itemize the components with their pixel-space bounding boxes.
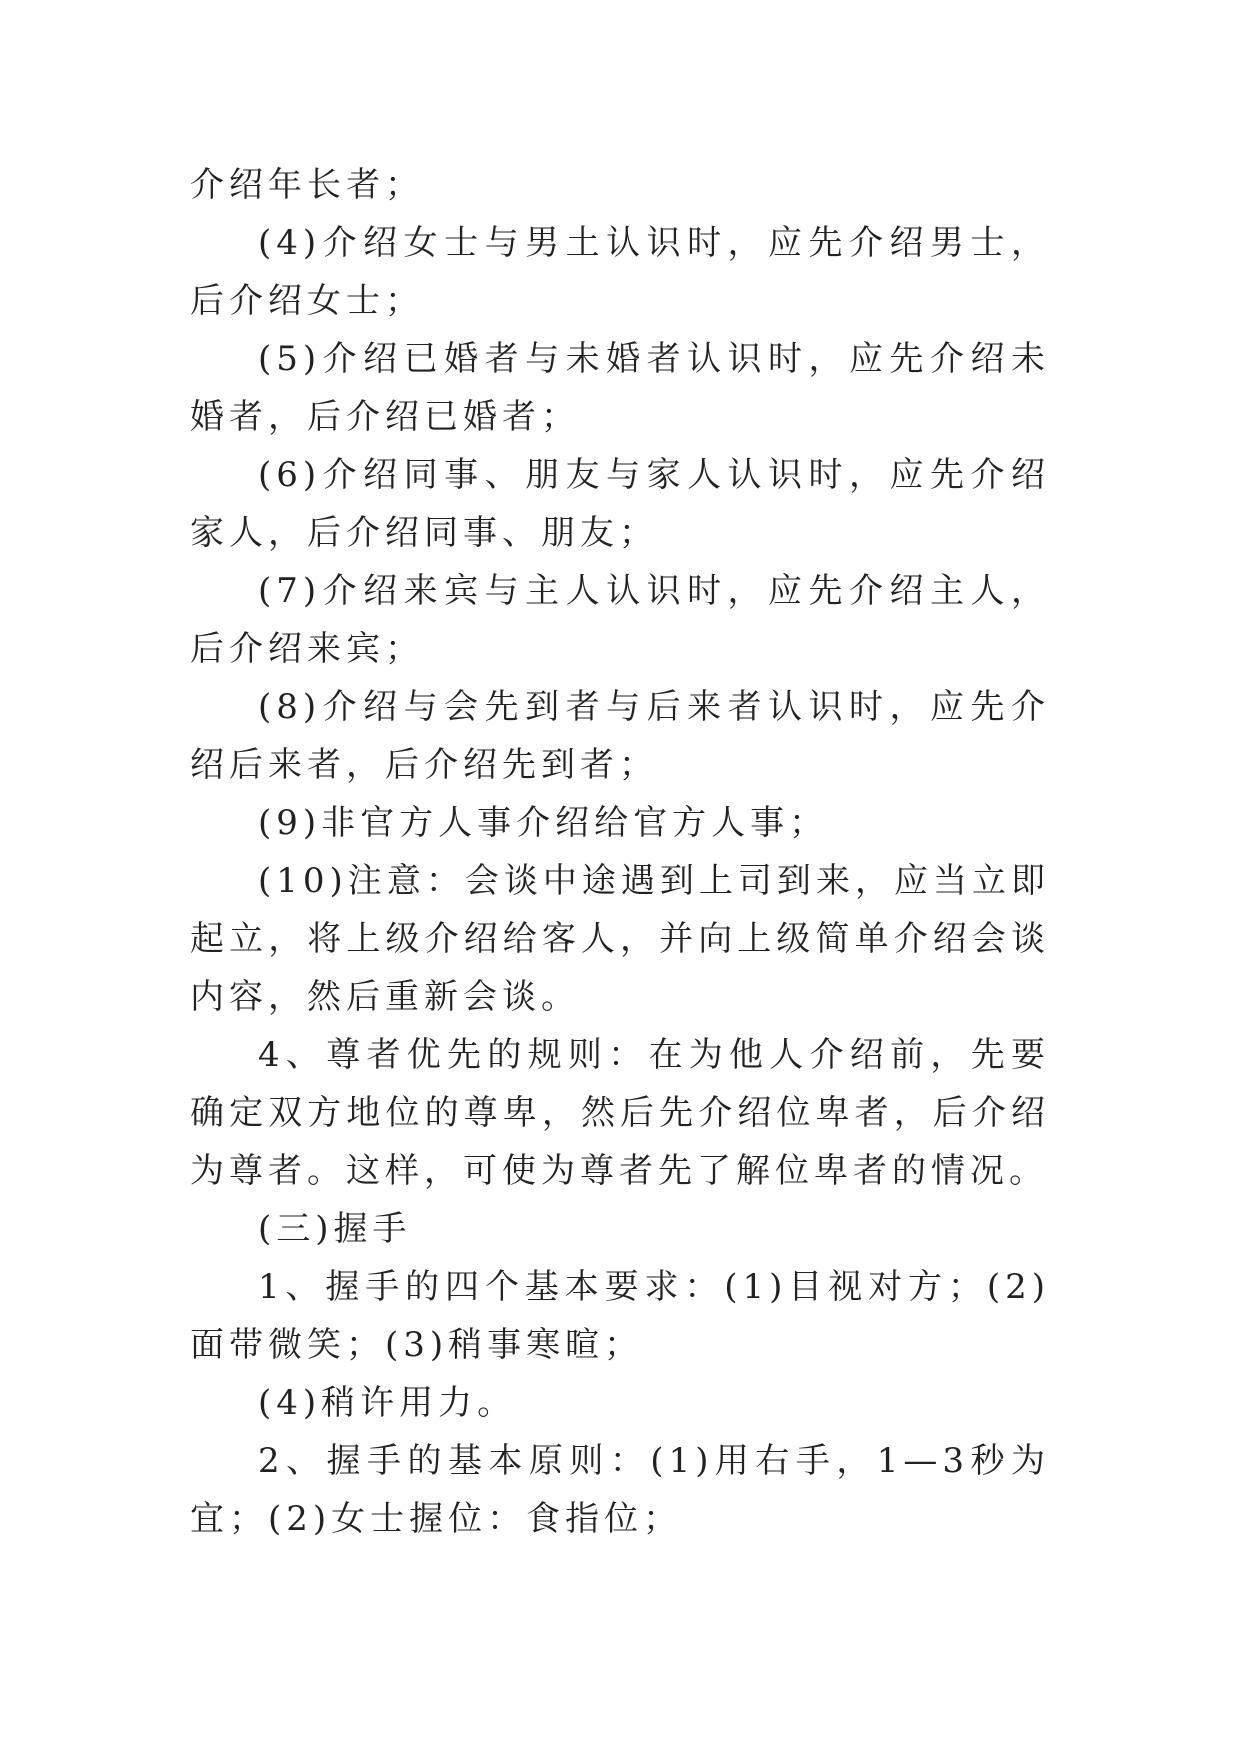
paragraph-item-8: (8)介绍与会先到者与后来者认识时，应先介绍后来者，后介绍先到者； (190, 687, 1050, 785)
paragraph-item-4: (4)介绍女士与男土认识时，应先介绍男士，后介绍女士； (190, 223, 1050, 321)
paragraph-continuation: 介绍年长者； (190, 165, 424, 205)
section-heading-handshake: (三)握手 (258, 1209, 412, 1249)
paragraph-item-5: (5)介绍已婚者与未婚者认识时，应先介绍未婚者，后介绍已婚者； (190, 339, 1050, 437)
paragraph-rule-4: 4、尊者优先的规则：在为他人介绍前，先要确定双方地位的尊卑，然后先介绍位卑者，后介绍为尊者。这样，可使为尊者先了解位卑者的情况。 (190, 1035, 1050, 1191)
paragraph-handshake-principles: 2、握手的基本原则：(1)用右手，1—3秒为宜；(2)女士握位：食指位； (190, 1441, 1050, 1539)
document-body (190, 156, 1050, 1548)
paragraph-item-6: (6)介绍同事、朋友与家人认识时，应先介绍家人，后介绍同事、朋友； (190, 455, 1050, 553)
paragraph-item-9: (9)非官方人事介绍给官方人事； (258, 803, 829, 843)
paragraph-item-7: (7)介绍来宾与主人认识时，应先介绍主人，后介绍来宾； (190, 571, 1050, 669)
paragraph-handshake-requirement-4: (4)稍许用力。 (258, 1383, 517, 1423)
paragraph-item-10: (10)注意：会谈中途遇到上司到来，应当立即起立，将上级介绍给客人，并向上级简单介绍会谈内容，然后重新会谈。 (190, 861, 1050, 1017)
paragraph-handshake-requirements: 1、握手的四个基本要求：(1)目视对方；(2)面带微笑；(3)稍事寒暄； (190, 1267, 1050, 1365)
